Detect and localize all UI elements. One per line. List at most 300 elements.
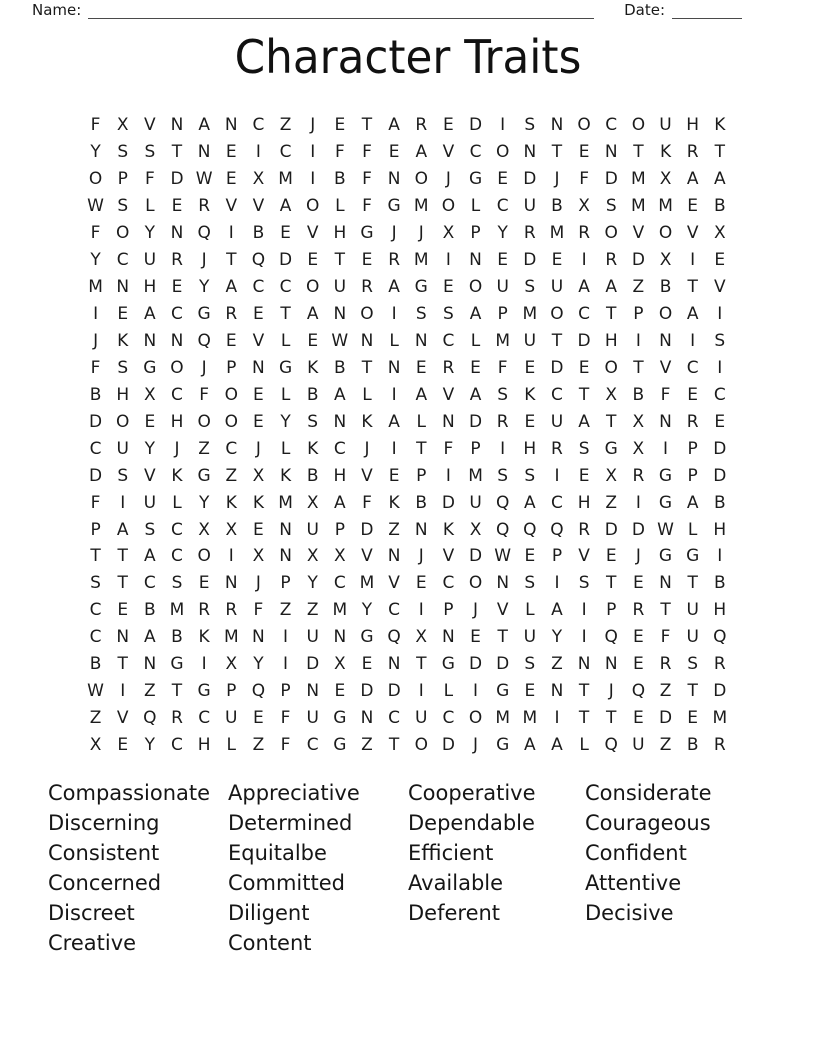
- grid-letter: Q: [251, 681, 266, 702]
- grid-letter: Z: [252, 735, 265, 756]
- grid-letter: R: [388, 250, 401, 271]
- grid-letter: F: [443, 438, 454, 459]
- word-list-item: Considerate: [585, 781, 712, 805]
- grid-letter: E: [388, 142, 400, 163]
- grid-letter: E: [225, 142, 237, 163]
- grid-letter: I: [283, 627, 289, 648]
- grid-letter: E: [443, 115, 454, 136]
- grid-letter: F: [579, 169, 589, 190]
- grid-letter: N: [523, 142, 537, 163]
- grid-letter: K: [279, 465, 292, 486]
- grid-letter: C: [469, 142, 482, 163]
- grid-letter: M: [169, 600, 185, 621]
- grid-letter: Q: [143, 708, 157, 729]
- grid-letter: I: [554, 573, 560, 594]
- grid-letter: P: [280, 573, 291, 594]
- grid-letter: V: [632, 223, 645, 244]
- grid-letter: G: [170, 654, 184, 675]
- grid-letter: T: [497, 627, 508, 648]
- word-list-item: Attentive: [585, 870, 682, 895]
- grid-letter: S: [524, 573, 536, 594]
- grid-letter: O: [224, 384, 238, 405]
- grid-letter: E: [578, 142, 590, 163]
- grid-letter: T: [117, 573, 128, 594]
- grid-letter: A: [306, 304, 319, 325]
- grid-letter: R: [171, 708, 183, 729]
- grid-letter: M: [522, 708, 538, 729]
- grid-letter: A: [686, 169, 699, 190]
- grid-letter: B: [306, 465, 319, 486]
- grid-letter: Q: [631, 681, 646, 702]
- grid-letter: A: [686, 304, 699, 325]
- grid-letter: E: [253, 708, 264, 729]
- grid-letter: R: [713, 654, 726, 675]
- grid-letter: P: [226, 357, 237, 378]
- grid-letter: S: [117, 142, 129, 163]
- grid-letter: Q: [495, 492, 510, 513]
- grid-letter: N: [659, 330, 672, 351]
- grid-letter: J: [255, 573, 261, 594]
- grid-letter: N: [604, 142, 618, 163]
- grid-letter: R: [686, 411, 699, 432]
- grid-letter: C: [89, 627, 102, 648]
- grid-letter: M: [88, 277, 103, 298]
- grid-letter: A: [198, 115, 210, 136]
- grid-letter: D: [468, 115, 483, 136]
- grid-letter: C: [171, 304, 183, 325]
- grid-letter: N: [279, 546, 292, 567]
- grid-letter: M: [278, 169, 293, 190]
- word-list-column: [228, 779, 360, 958]
- grid-letter: T: [171, 681, 183, 702]
- grid-letter: L: [335, 196, 345, 217]
- grid-letter: G: [686, 546, 700, 567]
- grid-letter: V: [361, 546, 373, 567]
- grid-letter: G: [143, 357, 157, 378]
- grid-letter: U: [469, 492, 482, 513]
- grid-letter: C: [171, 735, 183, 756]
- grid-letter: E: [144, 411, 156, 432]
- grid-letter: X: [605, 465, 618, 486]
- grid-letter: E: [524, 411, 536, 432]
- grid-letter: I: [500, 438, 506, 459]
- grid-letter: Y: [361, 600, 373, 621]
- grid-letter: G: [441, 654, 455, 675]
- grid-letter: U: [632, 735, 645, 756]
- grid-letter: U: [523, 627, 537, 648]
- grid-letter: S: [117, 357, 129, 378]
- grid-letter: I: [554, 708, 560, 729]
- grid-letter: A: [279, 196, 292, 217]
- grid-letter: L: [280, 384, 291, 405]
- grid-letter: P: [606, 600, 617, 621]
- word-list-item: Concerned: [48, 870, 162, 895]
- grid-letter: C: [143, 573, 156, 594]
- grid-letter: C: [198, 708, 211, 729]
- grid-letter: Q: [197, 223, 211, 244]
- grid-letter: U: [550, 277, 564, 298]
- word-list-item: Compassionate: [48, 781, 211, 805]
- grid-letter: F: [362, 169, 372, 190]
- grid-letter: E: [253, 384, 264, 405]
- grid-letter: O: [306, 196, 320, 217]
- grid-letter: R: [225, 304, 238, 325]
- grid-letter: N: [252, 627, 265, 648]
- grid-letter: G: [197, 465, 211, 486]
- grid-letter: D: [89, 465, 103, 486]
- grid-letter: D: [631, 519, 645, 540]
- word-list-item: Equitalbe: [228, 840, 327, 865]
- grid-letter: N: [333, 627, 347, 648]
- grid-letter: G: [278, 357, 293, 378]
- header: [32, 1, 742, 20]
- grid-letter: F: [362, 492, 372, 513]
- grid-letter: E: [117, 304, 129, 325]
- grid-letter: E: [117, 600, 129, 621]
- grid-letter: O: [468, 708, 483, 729]
- word-list-item: Courageous: [585, 810, 711, 835]
- grid-letter: V: [713, 277, 726, 298]
- grid-letter: T: [334, 250, 346, 271]
- grid-letter: D: [658, 708, 673, 729]
- grid-letter: N: [306, 681, 320, 702]
- grid-letter: Z: [605, 492, 618, 513]
- grid-letter: N: [496, 573, 510, 594]
- grid-letter: E: [687, 708, 699, 729]
- grid-letter: S: [171, 573, 183, 594]
- grid-letter: N: [360, 330, 374, 351]
- grid-letter: Y: [144, 223, 156, 244]
- grid-letter: I: [581, 600, 587, 621]
- grid-letter: S: [605, 196, 617, 217]
- grid-letter: X: [252, 546, 265, 567]
- grid-letter: P: [470, 438, 481, 459]
- grid-letter: T: [606, 708, 617, 729]
- grid-letter: D: [468, 411, 483, 432]
- grid-letter: E: [253, 304, 264, 325]
- name-blank-line: [88, 3, 594, 19]
- grid-letter: U: [415, 708, 428, 729]
- grid-letter: B: [415, 492, 428, 513]
- grid-letter: A: [469, 384, 482, 405]
- grid-letter: F: [90, 223, 101, 244]
- grid-letter: N: [333, 411, 347, 432]
- grid-letter: K: [198, 627, 210, 648]
- grid-letter: N: [252, 357, 265, 378]
- grid-letter: A: [524, 735, 536, 756]
- grid-letter: S: [144, 519, 156, 540]
- grid-letter: V: [225, 196, 238, 217]
- grid-letter: M: [468, 465, 483, 486]
- grid-letter: Q: [523, 519, 537, 540]
- grid-letter: Y: [253, 654, 264, 675]
- grid-letter: P: [334, 519, 345, 540]
- grid-letter: O: [360, 304, 374, 325]
- grid-letter: D: [604, 169, 618, 190]
- grid-letter: M: [658, 196, 673, 217]
- grid-letter: T: [117, 654, 128, 675]
- grid-letter: X: [306, 546, 319, 567]
- grid-letter: C: [279, 277, 292, 298]
- grid-letter: T: [226, 250, 237, 271]
- grid-letter: V: [442, 546, 455, 567]
- grid-letter: J: [391, 223, 397, 244]
- grid-letter: R: [523, 223, 536, 244]
- grid-letter: P: [687, 438, 698, 459]
- grid-letter: S: [117, 465, 129, 486]
- grid-letter: H: [170, 411, 184, 432]
- grid-letter: L: [280, 438, 291, 459]
- grid-letter: D: [306, 654, 320, 675]
- grid-letter: N: [116, 277, 130, 298]
- grid-letter: T: [551, 330, 563, 351]
- grid-letter: J: [473, 600, 479, 621]
- grid-letter: B: [334, 169, 346, 190]
- grid-letter: E: [633, 627, 644, 648]
- grid-letter: T: [171, 142, 183, 163]
- grid-letter: O: [468, 573, 483, 594]
- grid-letter: J: [608, 681, 614, 702]
- grid-letter: K: [225, 492, 237, 513]
- grid-letter: C: [578, 304, 591, 325]
- grid-letter: E: [687, 384, 699, 405]
- grid-letter: E: [605, 546, 617, 567]
- grid-letter: Y: [280, 411, 291, 432]
- grid-letter: E: [171, 277, 183, 298]
- grid-letter: T: [633, 357, 644, 378]
- grid-letter: F: [362, 196, 372, 217]
- grid-letter: E: [253, 411, 264, 432]
- word-list: [48, 779, 788, 959]
- grid-letter: C: [388, 708, 401, 729]
- grid-letter: R: [551, 438, 563, 459]
- grid-letter: G: [414, 277, 428, 298]
- grid-letter: D: [441, 492, 455, 513]
- grid-letter: L: [172, 492, 182, 513]
- grid-letter: E: [633, 573, 644, 594]
- grid-letter: A: [334, 384, 346, 405]
- grid-letter: E: [280, 223, 291, 244]
- grid-letter: B: [334, 357, 346, 378]
- grid-letter: K: [524, 384, 536, 405]
- grid-letter: D: [523, 169, 537, 190]
- grid-letter: Q: [495, 519, 510, 540]
- grid-letter: D: [604, 519, 618, 540]
- grid-letter: R: [225, 600, 238, 621]
- grid-letter: O: [197, 546, 211, 567]
- grid-letter: U: [523, 330, 537, 351]
- grid-letter: N: [170, 330, 184, 351]
- grid-letter: S: [497, 384, 509, 405]
- grid-letter: Z: [198, 438, 210, 459]
- grid-letter: S: [524, 654, 536, 675]
- page-title: Character Traits: [234, 30, 582, 84]
- grid-letter: I: [93, 304, 99, 325]
- grid-letter: E: [524, 357, 536, 378]
- grid-letter: O: [604, 357, 618, 378]
- grid-letter: I: [228, 223, 234, 244]
- grid-letter: V: [252, 330, 265, 351]
- grid-letter: I: [283, 654, 289, 675]
- grid-letter: A: [686, 492, 699, 513]
- grid-letter: E: [714, 250, 726, 271]
- grid-letter: I: [391, 304, 397, 325]
- grid-letter: F: [280, 708, 291, 729]
- grid-letter: N: [170, 223, 184, 244]
- grid-letter: T: [90, 546, 101, 567]
- grid-letter: O: [441, 196, 456, 217]
- grid-letter: K: [117, 330, 129, 351]
- grid-letter: I: [445, 250, 451, 271]
- grid-letter: E: [687, 196, 699, 217]
- grid-letter: N: [224, 115, 238, 136]
- grid-letter: Z: [279, 115, 292, 136]
- grid-letter: V: [686, 223, 699, 244]
- grid-letter: S: [578, 438, 590, 459]
- grid-letter: S: [714, 330, 726, 351]
- grid-letter: X: [659, 250, 672, 271]
- grid-letter: Y: [198, 492, 210, 513]
- grid-letter: N: [604, 654, 618, 675]
- grid-letter: A: [551, 735, 563, 756]
- grid-letter: I: [717, 357, 723, 378]
- grid-letter: J: [445, 169, 451, 190]
- grid-letter: F: [90, 115, 101, 136]
- grid-letter: V: [144, 465, 156, 486]
- grid-letter: T: [551, 142, 563, 163]
- grid-letter: V: [496, 600, 509, 621]
- grid-letter: A: [388, 411, 400, 432]
- grid-letter: E: [578, 357, 590, 378]
- grid-letter: A: [415, 142, 428, 163]
- grid-letter: F: [144, 169, 155, 190]
- grid-letter: M: [278, 492, 293, 513]
- grid-letter: Y: [90, 142, 101, 163]
- grid-letter: I: [445, 465, 451, 486]
- grid-letter: D: [441, 735, 455, 756]
- grid-letter: B: [713, 492, 726, 513]
- grid-letter: C: [388, 600, 401, 621]
- word-list-item: Cooperative: [408, 781, 536, 805]
- grid-letter: Q: [550, 519, 564, 540]
- grid-letter: U: [143, 250, 157, 271]
- grid-letter: Z: [225, 465, 238, 486]
- grid-letter: L: [443, 681, 454, 702]
- grid-letter: E: [388, 465, 400, 486]
- grid-letter: P: [551, 546, 563, 567]
- grid-letter: V: [442, 384, 455, 405]
- grid-letter: C: [686, 357, 699, 378]
- grid-letter: U: [550, 411, 564, 432]
- grid-letter: U: [143, 492, 157, 513]
- word-list-item: Creative: [48, 930, 137, 955]
- grid-letter: H: [523, 438, 537, 459]
- grid-letter: S: [443, 304, 454, 325]
- grid-letter: O: [658, 223, 673, 244]
- grid-letter: O: [116, 411, 130, 432]
- grid-letter: C: [171, 519, 183, 540]
- grid-letter: O: [414, 735, 428, 756]
- grid-letter: R: [361, 277, 373, 298]
- grid-letter: P: [443, 600, 454, 621]
- grid-letter: O: [468, 277, 483, 298]
- grid-letter: H: [333, 465, 347, 486]
- word-list-column: [585, 779, 712, 929]
- grid-letter: M: [332, 600, 348, 621]
- grid-letter: P: [226, 681, 237, 702]
- grid-letter: N: [387, 654, 401, 675]
- grid-letter: F: [199, 384, 210, 405]
- grid-letter: E: [253, 519, 264, 540]
- grid-letter: E: [307, 330, 319, 351]
- grid-letter: S: [524, 277, 536, 298]
- grid-letter: K: [252, 492, 264, 513]
- grid-letter: V: [578, 546, 590, 567]
- grid-letter: D: [387, 681, 401, 702]
- grid-letter: N: [387, 169, 401, 190]
- grid-letter: J: [635, 546, 641, 567]
- word-search-grid: [82, 112, 733, 759]
- grid-letter: R: [198, 600, 211, 621]
- grid-letter: D: [468, 546, 483, 567]
- grid-letter: B: [551, 196, 563, 217]
- grid-letter: X: [252, 169, 265, 190]
- grid-letter: F: [334, 142, 345, 163]
- grid-letter: H: [197, 735, 211, 756]
- grid-letter: N: [550, 681, 564, 702]
- grid-letter: B: [252, 223, 265, 244]
- grid-letter: V: [252, 196, 265, 217]
- grid-letter: C: [551, 492, 563, 513]
- grid-letter: E: [225, 169, 237, 190]
- grid-letter: V: [306, 223, 319, 244]
- grid-letter: J: [255, 438, 261, 459]
- grid-letter: T: [578, 708, 590, 729]
- grid-letter: Y: [497, 223, 508, 244]
- grid-letter: C: [605, 115, 618, 136]
- grid-letter: T: [606, 573, 617, 594]
- grid-letter: T: [687, 573, 698, 594]
- word-list-item: Discreet: [48, 900, 135, 925]
- grid-letter: U: [496, 277, 509, 298]
- grid-letter: K: [307, 438, 319, 459]
- grid-letter: J: [310, 115, 316, 136]
- grid-letter: I: [391, 384, 397, 405]
- grid-letter: P: [470, 223, 481, 244]
- grid-letter: Z: [632, 277, 645, 298]
- grid-letter: T: [578, 384, 590, 405]
- grid-letter: X: [306, 492, 319, 513]
- grid-letter: N: [387, 357, 401, 378]
- grid-letter: K: [171, 465, 183, 486]
- grid-letter: Z: [144, 681, 156, 702]
- word-list-item: Dependable: [408, 810, 535, 835]
- grid-letter: R: [605, 250, 618, 271]
- grid-letter: S: [524, 465, 536, 486]
- grid-letter: C: [333, 438, 346, 459]
- grid-letter: H: [713, 519, 727, 540]
- grid-letter: O: [495, 142, 510, 163]
- grid-letter: T: [361, 115, 373, 136]
- word-list-item: Content: [228, 930, 312, 955]
- grid-letter: I: [581, 627, 587, 648]
- grid-letter: R: [198, 196, 211, 217]
- grid-letter: T: [606, 304, 617, 325]
- grid-letter: N: [224, 573, 238, 594]
- grid-letter: A: [144, 627, 156, 648]
- grid-letter: F: [90, 492, 101, 513]
- grid-letter: R: [442, 357, 455, 378]
